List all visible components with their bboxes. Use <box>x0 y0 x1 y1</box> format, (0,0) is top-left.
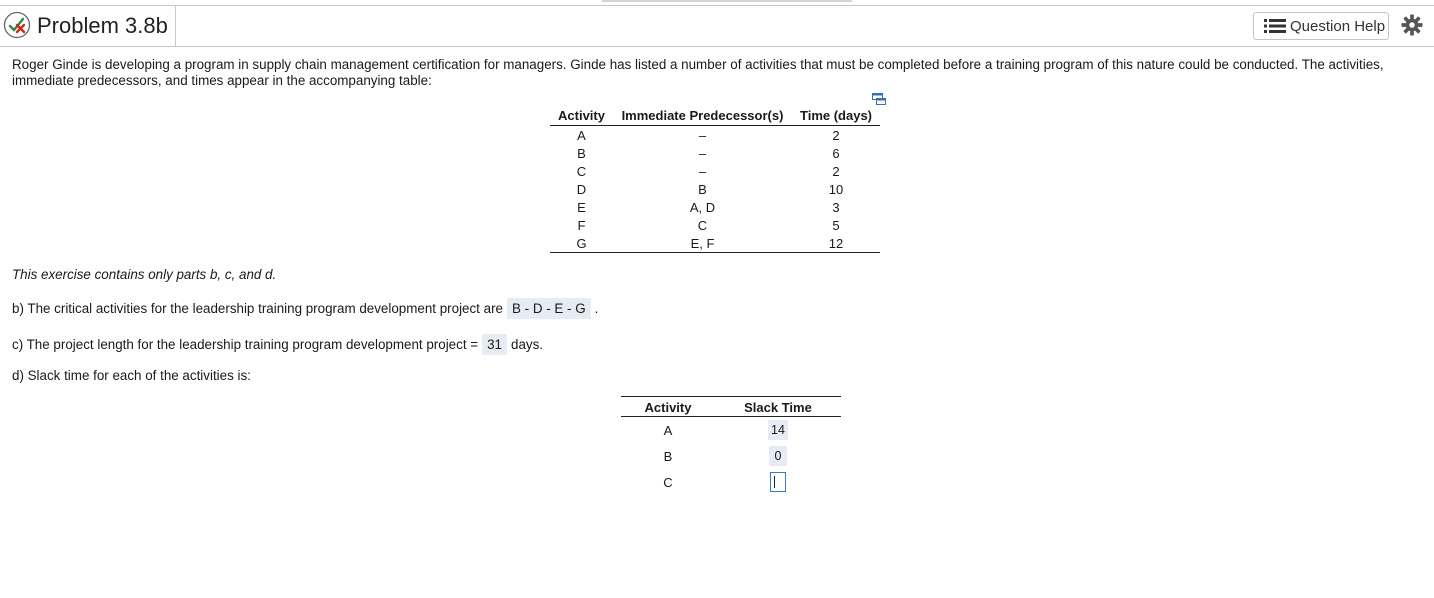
table-row <box>621 443 841 469</box>
page-title: Problem 3.8b <box>37 13 168 38</box>
cell-predecessor: – <box>698 145 707 161</box>
col-header-slack: Slack Time <box>715 397 841 417</box>
cell-time: 2 <box>832 127 840 143</box>
settings-gear-icon[interactable] <box>1401 14 1423 36</box>
cell-activity: G <box>550 234 613 253</box>
cell-activity: C <box>663 474 673 490</box>
exercise-note: This exercise contains only parts b, c, and d. <box>12 267 277 282</box>
cell-time: 12 <box>792 234 880 253</box>
part-b-prompt: b) The critical activities for the leadership training program development project are <box>12 301 503 316</box>
table-row <box>550 126 880 145</box>
title-divider <box>175 6 176 46</box>
cell-time: 2 <box>832 163 840 179</box>
cell-activity: B <box>663 448 673 464</box>
col-header-predecessors: Immediate Predecessor(s) <box>613 106 792 126</box>
slack-table-header <box>621 397 841 417</box>
part-b <box>12 298 598 319</box>
part-b-answer[interactable]: B - D - E - G <box>507 298 591 319</box>
cell-activity: A <box>577 127 586 143</box>
activity-table <box>550 106 880 253</box>
slack-table <box>621 396 841 495</box>
problem-statement: Roger Ginde is developing a program in supply chain management certification for managers. Ginde has listed a number of activities that must be completed before a training program of this nature could be conducted. The activities, immediate predecessors, and times appear in the accompanying table: <box>12 57 1384 88</box>
cell-predecessor: – <box>698 127 707 143</box>
cell-predecessor: A, D <box>689 199 716 215</box>
cell-activity: F <box>577 217 586 233</box>
cell-time: 3 <box>832 199 840 215</box>
table-row <box>621 469 841 495</box>
table-row <box>550 180 880 198</box>
slack-input-c[interactable] <box>770 472 786 492</box>
part-c-suffix: days. <box>511 337 544 352</box>
slack-answer-a[interactable]: 14 <box>768 420 788 440</box>
cell-activity: E <box>577 199 586 215</box>
slack-answer-b[interactable]: 0 <box>769 446 787 466</box>
col-header-time: Time (days) <box>792 106 880 126</box>
part-d <box>12 368 251 383</box>
cell-time: 10 <box>828 181 844 197</box>
question-help-label: Question Help <box>1290 17 1386 35</box>
table-row <box>550 162 880 180</box>
problem-header <box>0 6 1434 47</box>
cell-predecessor: B <box>698 181 707 197</box>
table-row <box>550 216 880 234</box>
cell-activity: A <box>663 422 673 438</box>
activity-table-header <box>550 106 880 126</box>
col-header-activity: Activity <box>550 106 613 126</box>
list-icon <box>1264 18 1286 34</box>
table-row <box>550 198 880 216</box>
part-b-suffix: . <box>594 301 599 316</box>
cell-predecessor: E, F <box>613 234 792 253</box>
question-help-button[interactable] <box>1253 12 1389 40</box>
part-c-answer[interactable]: 31 <box>482 334 507 355</box>
popout-table-icon[interactable] <box>872 93 886 105</box>
cell-activity: B <box>577 145 586 161</box>
cell-activity: D <box>576 181 587 197</box>
table-row <box>550 144 880 162</box>
part-c-prompt: c) The project length for the leadership training program development project = <box>12 337 479 352</box>
part-c <box>12 334 543 355</box>
table-row <box>621 417 841 444</box>
cell-activity: C <box>576 163 587 179</box>
partial-correct-icon <box>3 11 31 39</box>
cell-predecessor: – <box>698 163 707 179</box>
col-header-activity: Activity <box>621 397 715 417</box>
cell-time: 5 <box>832 217 840 233</box>
cell-predecessor: C <box>697 217 708 233</box>
table-row <box>550 234 880 253</box>
part-d-prompt: d) Slack time for each of the activities is: <box>12 368 251 383</box>
top-tab-indicator <box>602 0 852 2</box>
cell-time: 6 <box>832 145 840 161</box>
